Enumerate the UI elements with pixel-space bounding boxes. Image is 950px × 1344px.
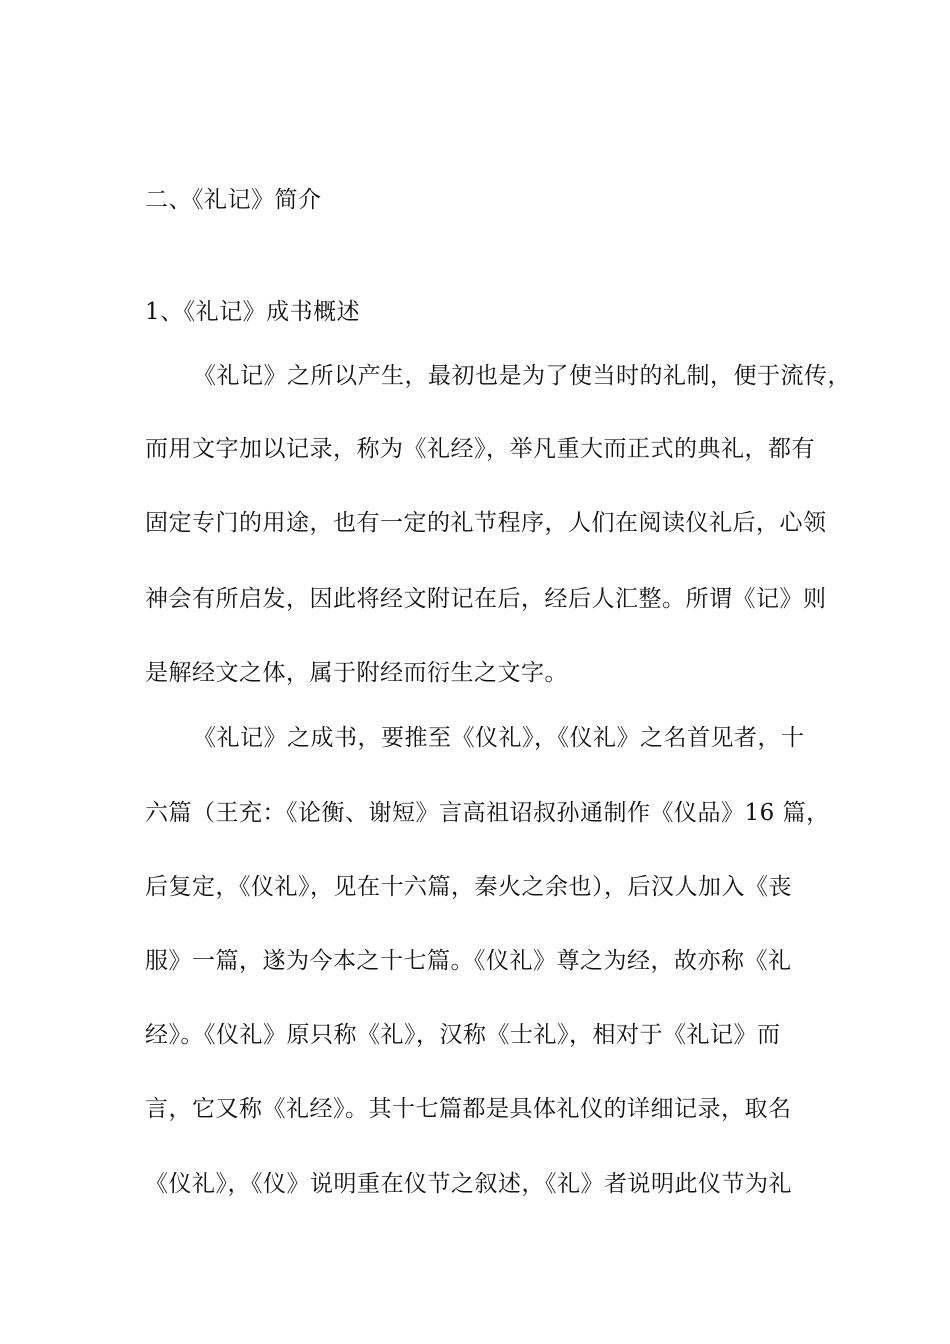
paragraph-line: 六篇（王充：《论衡、谢短》言高祖诏叔孙通制作《仪品》16 篇， (145, 800, 830, 826)
paragraph-line: 神会有所启发，因此将经文附记在后，经后人汇整。所谓《记》则 (145, 586, 827, 612)
paragraph-line: 而用文字加以记录，称为《礼经》，举凡重大而正式的典礼，都有 (145, 436, 815, 462)
paragraph-line: 后复定，《仪礼》，见在十六篇，秦火之余也），后汉人加入《丧 (145, 874, 792, 900)
paragraph-line: 言，它又称《礼经》。其十七篇都是具体礼仪的详细记录，取名 (145, 1096, 792, 1122)
paragraph-line: 经》。《仪礼》原只称《礼》，汉称《士礼》，相对于《礼记》而 (145, 1022, 781, 1048)
paragraph-line: 是解经文之体，属于附经而衍生之文字。 (145, 660, 568, 686)
paragraph-line: 《礼记》之成书，要推至《仪礼》，《仪礼》之名首见者，十 (193, 725, 805, 751)
paragraph-line: 《礼记》之所以产生，最初也是为了使当时的礼制，便于流传， (193, 363, 851, 389)
paragraph-line: 固定专门的用途，也有一定的礼节程序，人们在阅读仪礼后，心领 (145, 510, 827, 536)
paragraph-line: 《仪礼》，《仪》说明重在仪节之叙述，《礼》者说明此仪节为礼 (145, 1171, 792, 1197)
section-heading: 二、《礼记》简介 (145, 187, 322, 213)
paragraph-line: 服》一篇，遂为今本之十七篇。《仪礼》尊之为经，故亦称《礼 (145, 948, 792, 974)
subsection-heading: 1、《礼记》成书概述 (145, 299, 361, 325)
